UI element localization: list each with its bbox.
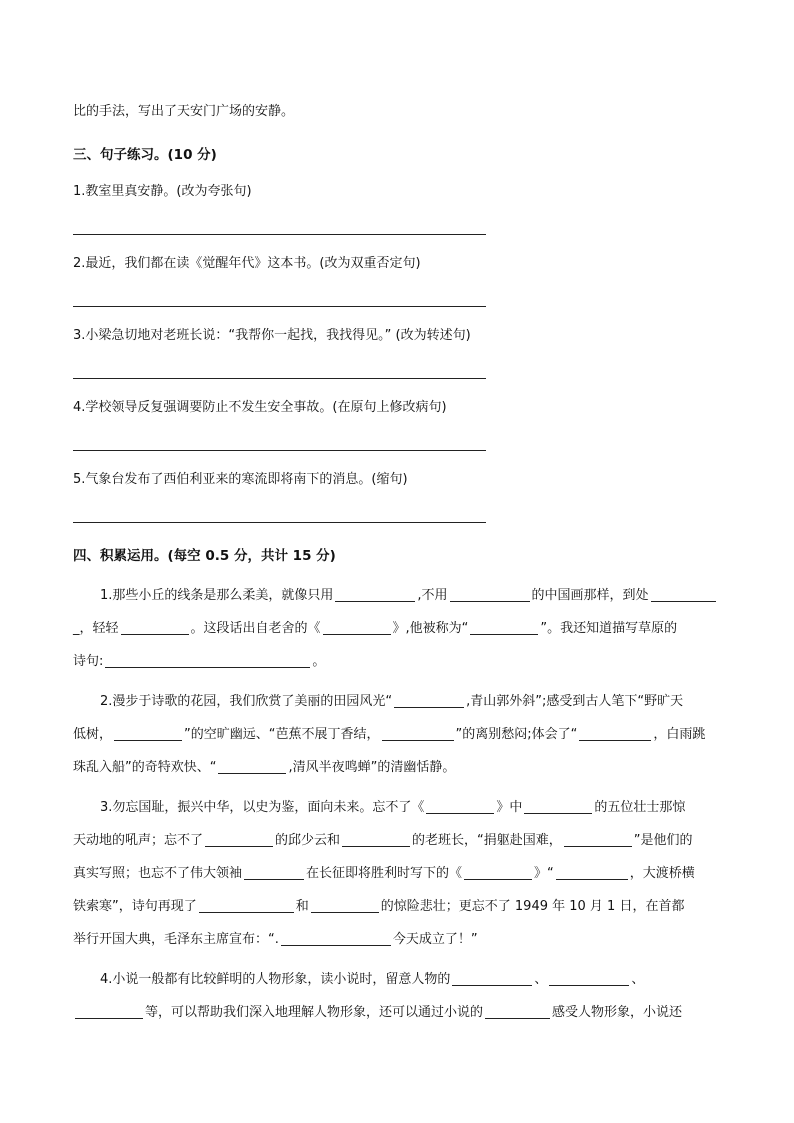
q4-line-2 <box>73 1004 682 1022</box>
q1-text: 1.那些小丘的线条是那么柔美，就像只用 <box>100 588 334 603</box>
q2-text: ,青山郭外斜”;感受到古人笔下“野旷天 <box>466 694 684 709</box>
q1-text: 的中国画那样，到处 <box>531 588 649 603</box>
q2-text: ”的空旷幽远、“芭蕉不展丁香结， <box>184 727 380 742</box>
section3-item-4: 4.学校领导反复强调要防止不发生安全事故。(在原句上修改病句) <box>73 400 447 415</box>
q2-line-3 <box>73 759 455 777</box>
q3-text: 的老班长，“捐躯赴国难， <box>412 833 562 848</box>
fill-blank[interactable] <box>549 972 629 986</box>
q2-line-2 <box>73 726 705 744</box>
answer-line-1[interactable] <box>73 234 486 235</box>
q3-text: 3.勿忘国耻，振兴中华，以史为鉴，面向未来。忘不了《 <box>100 800 425 815</box>
q2-text: 2.漫步于诗歌的花园，我们欣赏了美丽的田园风光“ <box>100 694 393 709</box>
fill-blank[interactable] <box>470 621 538 635</box>
q3-line-2 <box>73 832 693 850</box>
q3-text: 铁索寒”，诗句再现了 <box>73 899 197 914</box>
fill-blank[interactable] <box>105 654 310 668</box>
q2-text: ，白雨跳 <box>653 727 706 742</box>
q1-line-1 <box>100 587 718 605</box>
section3-item-1: 1.教室里真安静。(改为夸张句) <box>73 184 252 199</box>
q3-line-1 <box>100 799 685 817</box>
q1-text: 》,他被称为“ <box>392 621 469 636</box>
section4-heading: 四、积累运用。(每空 0.5 分，共计 15 分) <box>73 548 336 564</box>
fill-blank[interactable] <box>311 899 379 913</box>
q3-text: 举行开国大典，毛泽东主席宣布：“. <box>73 932 279 947</box>
answer-line-4[interactable] <box>73 450 486 451</box>
q3-line-4 <box>73 898 684 916</box>
q2-text: ”的离别愁闷;体会了“ <box>455 727 578 742</box>
q3-text: ，大渡桥横 <box>629 866 695 881</box>
q3-text: 真实写照；也忘不了伟大领袖 <box>73 866 243 881</box>
answer-line-2[interactable] <box>73 306 486 307</box>
q1-text: _，轻轻 <box>73 621 119 636</box>
section3-heading: 三、句子练习。(10 分) <box>73 147 217 163</box>
section3-item-2: 2.最近，我们都在读《觉醒年代》这本书。(改为双重否定句) <box>73 256 421 271</box>
q1-line-2 <box>73 620 677 638</box>
fill-blank[interactable] <box>450 588 530 602</box>
q1-text: 。这段话出自老舍的《 <box>190 621 321 636</box>
fill-blank[interactable] <box>464 866 532 880</box>
fill-blank[interactable] <box>281 932 391 946</box>
fill-blank[interactable] <box>199 899 294 913</box>
fill-blank[interactable] <box>342 833 410 847</box>
fill-blank[interactable] <box>556 866 628 880</box>
q3-line-3 <box>73 865 695 883</box>
section3-item-5: 5.气象台发布了西伯利亚来的寒流即将南下的消息。(缩句) <box>73 472 408 487</box>
q2-line-1 <box>100 693 683 711</box>
fill-blank[interactable] <box>426 800 494 814</box>
fill-blank[interactable] <box>75 1005 143 1019</box>
fill-blank[interactable] <box>394 694 464 708</box>
fill-blank[interactable] <box>244 866 304 880</box>
q3-text: 在长征即将胜利时写下的《 <box>306 866 463 881</box>
fill-blank[interactable] <box>524 800 592 814</box>
q3-text: ”是他们的 <box>633 833 693 848</box>
fill-blank[interactable] <box>205 833 273 847</box>
q1-line-3 <box>73 653 325 671</box>
q4-text: 感受人物形象，小说还 <box>552 1005 683 1020</box>
q3-text: 的五位壮士那惊 <box>594 800 686 815</box>
q3-text: 》中 <box>496 800 523 815</box>
fill-blank[interactable] <box>323 621 391 635</box>
q4-text: 4.小说一般都有比较鲜明的人物形象，读小说时，留意人物的 <box>100 972 451 987</box>
fill-blank[interactable] <box>382 727 454 741</box>
fill-blank[interactable] <box>452 972 532 986</box>
fill-blank[interactable] <box>564 833 632 847</box>
q4-text: 等，可以帮助我们深入地理解人物形象，还可以通过小说的 <box>145 1005 484 1020</box>
q1-text: ,不用 <box>417 588 448 603</box>
q3-text: 今天成立了！” <box>392 932 478 947</box>
fill-blank[interactable] <box>579 727 651 741</box>
q3-text: 》“ <box>534 866 554 881</box>
q3-text: 和 <box>295 899 309 914</box>
q3-line-5 <box>73 931 478 949</box>
q1-text: ”。我还知道描写草原的 <box>540 621 678 636</box>
q2-text: 低树， <box>73 727 113 742</box>
section3-item-3: 3.小梁急切地对老班长说：“我帮你一起找，我找得见。” (改为转述句) <box>73 328 471 343</box>
fill-blank[interactable] <box>485 1005 550 1019</box>
q1-text: 诗句: <box>73 654 104 669</box>
answer-line-5[interactable] <box>73 522 486 523</box>
answer-line-3[interactable] <box>73 378 486 379</box>
q1-text: 。 <box>312 654 326 669</box>
q4-text: 、 <box>534 972 548 987</box>
fill-blank[interactable] <box>218 760 286 774</box>
q2-text: 珠乱入船”的奇特欢快、“ <box>73 760 217 775</box>
q2-text: ,清风半夜鸣蝉”的清幽恬静。 <box>288 760 456 775</box>
q3-text: 的惊险悲壮；更忘不了 1949 年 10 月 1 日，在首都 <box>380 899 685 914</box>
q4-line-1 <box>100 971 644 989</box>
q3-text: 天动地的吼声；忘不了 <box>73 833 204 848</box>
intro-tail-text: 比的手法，写出了天安门广场的安静。 <box>73 104 295 119</box>
fill-blank[interactable] <box>121 621 189 635</box>
fill-blank[interactable] <box>335 588 415 602</box>
q4-text: 、 <box>631 972 645 987</box>
fill-blank[interactable] <box>651 588 716 602</box>
fill-blank[interactable] <box>114 727 182 741</box>
q3-text: 的邱少云和 <box>275 833 341 848</box>
